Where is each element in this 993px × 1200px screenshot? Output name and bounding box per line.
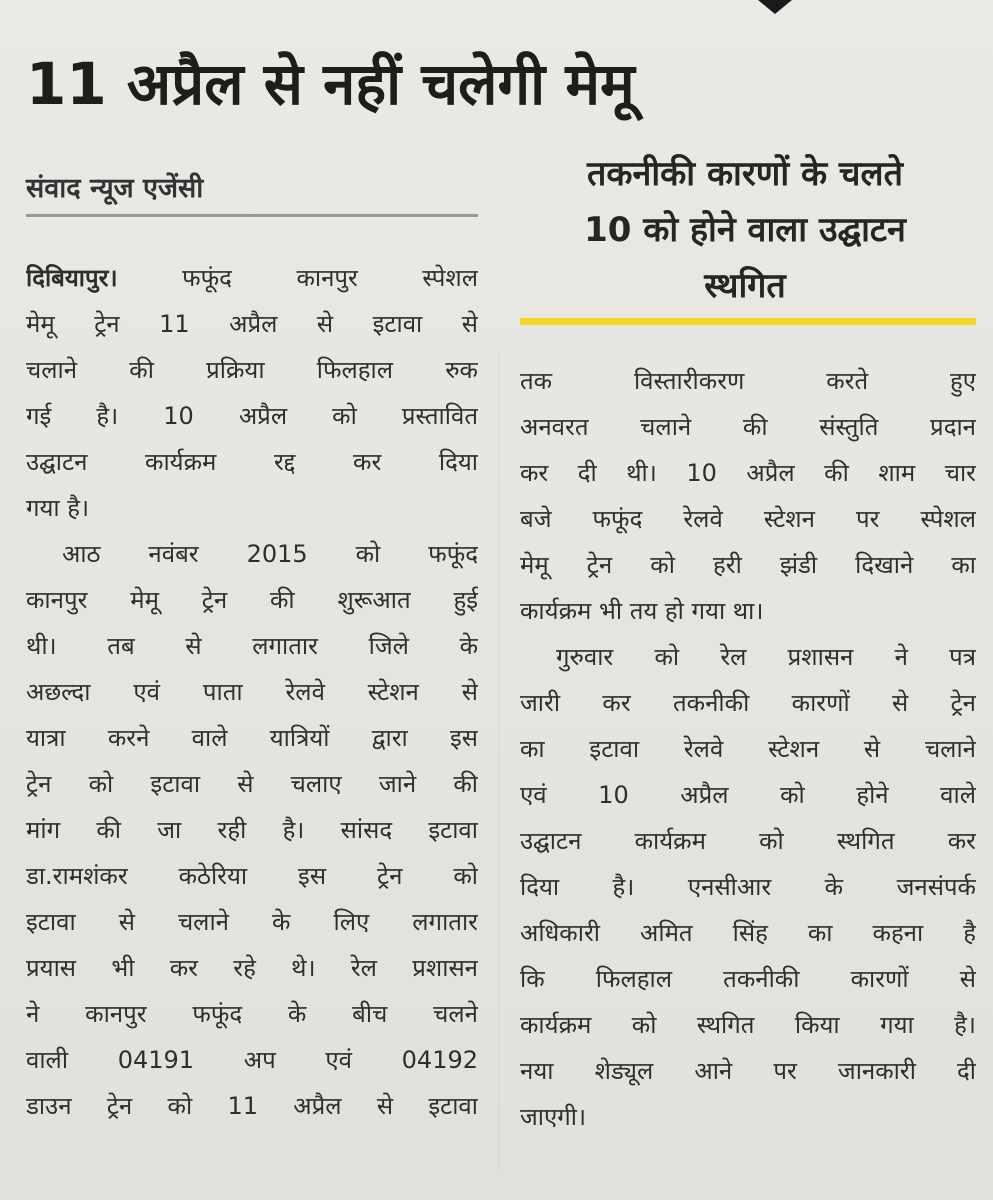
column-divider (498, 352, 499, 1172)
dateline: दिबियापुर। (26, 264, 118, 292)
article-line: दिया है। एनसीआर के जनसंपर्क (520, 873, 976, 901)
article-line: नया शेड्यूल आने पर जानकारी दी (520, 1057, 976, 1085)
article-line: यात्रा करने वाले यात्रियों द्वारा इस (26, 724, 478, 752)
article-line: गया है। (26, 494, 90, 522)
article-line: अनवरत चलाने की संस्तुति प्रदान (520, 413, 976, 441)
article-line: गुरुवार को रेल प्रशासन ने पत्र (556, 643, 976, 671)
heart-ornament-icon (742, 0, 808, 16)
article-line: थी। तब से लगातार जिले के (26, 632, 478, 660)
article-line: बजे फफूंद रेलवे स्टेशन पर स्पेशल (520, 505, 976, 533)
article-line: कानपुर मेमू ट्रेन की शुरूआत हुई (26, 586, 478, 614)
subheadline-line: स्थगित (704, 266, 786, 306)
article-line: कार्यक्रम भी तय हो गया था। (520, 597, 764, 625)
article-line-text: फफूंद कानपुर स्पेशल (117, 264, 478, 292)
article-line: आठ नवंबर 2015 को फफूंद (62, 540, 478, 568)
article-line: कर दी थी। 10 अप्रैल की शाम चार (520, 459, 976, 487)
article-line: जाएगी। (520, 1103, 587, 1131)
article-line (26, 255, 478, 301)
subheadline-rule (520, 318, 976, 325)
article-line: प्रयास भी कर रहे थे। रेल प्रशासन (26, 954, 478, 982)
article-line: डा.रामशंकर कठेरिया इस ट्रेन को (26, 862, 478, 890)
article-line: चलाने की प्रक्रिया फिलहाल रुक (26, 356, 478, 384)
article-line: गई है। 10 अप्रैल को प्रस्तावित (26, 402, 478, 430)
article-line: उद्घाटन कार्यक्रम को स्थगित कर (520, 827, 976, 855)
article-line: का इटावा रेलवे स्टेशन से चलाने (520, 735, 976, 763)
byline-rule (26, 214, 478, 217)
article-line: मांग की जा रही है। सांसद इटावा (26, 816, 478, 844)
subheadline-line: तकनीकी कारणों के चलते (587, 154, 903, 194)
article-column-right (520, 358, 976, 1140)
article-line: वाली 04191 अप एवं 04192 (26, 1046, 478, 1074)
article-line: तक विस्तारीकरण करते हुए (520, 367, 976, 395)
article-line: अधिकारी अमित सिंह का कहना है (520, 919, 976, 947)
article-line: मेमू ट्रेन को हरी झंडी दिखाने का (520, 551, 976, 579)
article-line: ट्रेन को इटावा से चलाए जाने की (26, 770, 478, 798)
article-line: कार्यक्रम को स्थगित किया गया है। (520, 1011, 976, 1039)
subheadline-line: 10 को होने वाला उद्घाटन (584, 210, 906, 250)
article-line: एवं 10 अप्रैल को होने वाले (520, 781, 976, 809)
article-line: डाउन ट्रेन को 11 अप्रैल से इटावा (26, 1092, 478, 1120)
article-line: इटावा से चलाने के लिए लगातार (26, 908, 478, 936)
article-line: अछल्दा एवं पाता रेलवे स्टेशन से (26, 678, 478, 706)
article-line: मेमू ट्रेन 11 अप्रैल से इटावा से (26, 310, 478, 338)
article-line: कि फिलहाल तकनीकी कारणों से (520, 965, 976, 993)
article-line: जारी कर तकनीकी कारणों से ट्रेन (520, 689, 976, 717)
headline: 11 अप्रैल से नहीं चलेगी मेमू (26, 50, 635, 118)
byline: संवाद न्यूज एजेंसी (26, 173, 204, 204)
article-column-left (26, 255, 478, 1129)
article-line: ने कानपुर फफूंद के बीच चलने (26, 1000, 478, 1028)
article-line: उद्घाटन कार्यक्रम रद्द कर दिया (26, 448, 478, 476)
subheadline (510, 146, 980, 314)
